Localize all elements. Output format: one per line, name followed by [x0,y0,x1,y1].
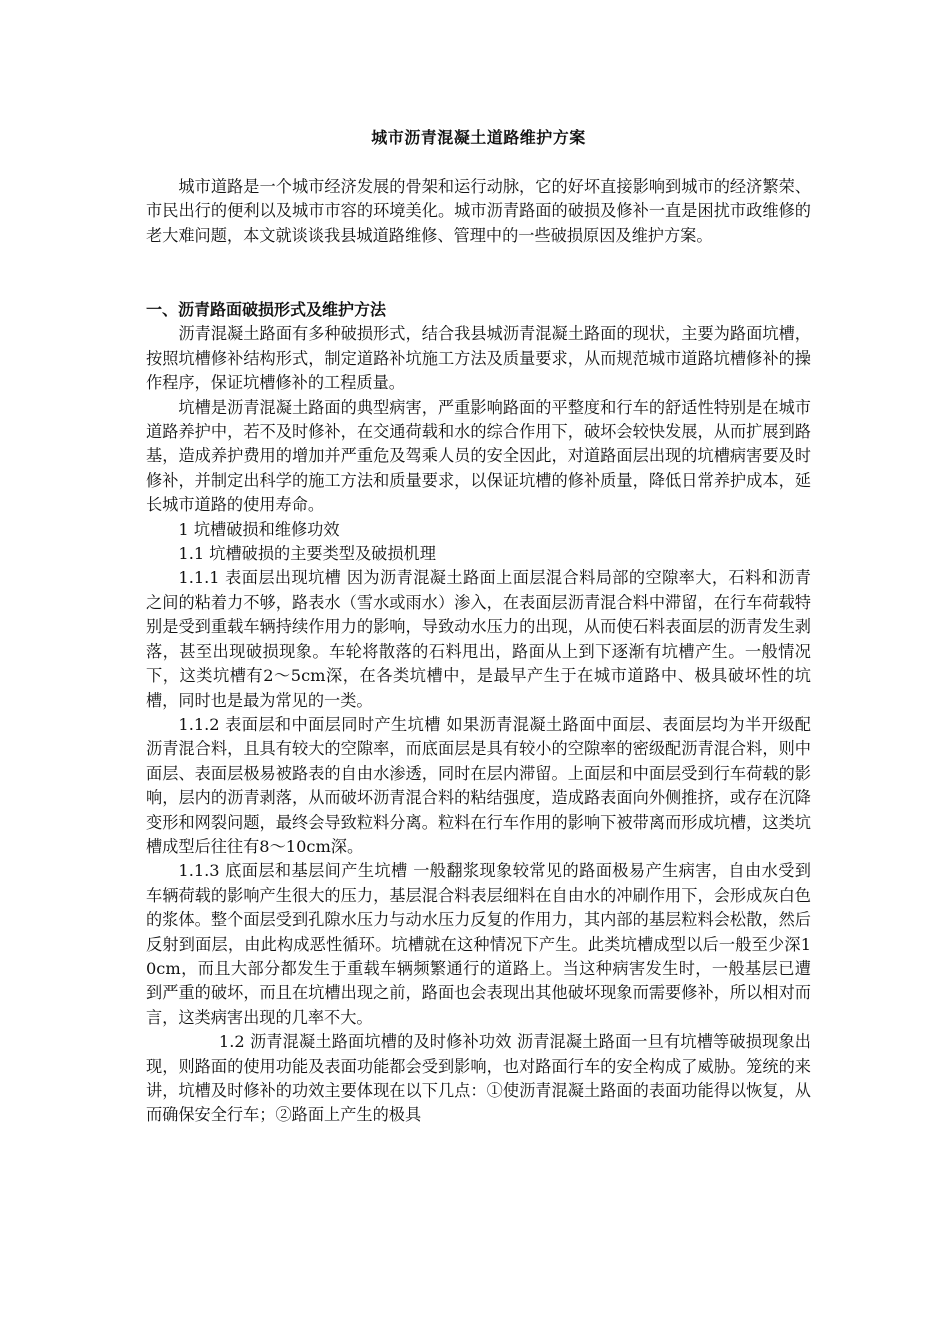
intro-block [146,175,811,248]
paragraph-1-1-3: 1.1.3 底面层和基层间产生坑槽 一般翻浆现象较常见的路面极易产生病害，自由水受到车辆荷载的影响产生很大的压力，基层混合料表层细料在自由水的冲刷作用下，会形成灰白色的浆体。整个面层受到孔隙水压力与动水压力反复的作用力，其内部的基层粒料会松散，然后反射到面层，由此构成恶性循环。坑槽就在这种情况下产生。此类坑槽成型以后一般至少深10cm，而且大部分都发生于重载车辆频繁通行的道路上。当这种病害发生时，一般基层已遭到严重的破坏，而且在坑槽出现之前，路面也会表现出其他破坏现象而需要修补，所以相对而言，这类病害出现的几率不大。 [146,861,811,1027]
paragraph-overview: 沥青混凝土路面有多种破损形式，结合我县城沥青混凝土路面的现状，主要为路面坑槽，按照坑槽修补结构形式，制定道路补坑施工方法及质量要求，从而规范城市道路坑槽修补的操作程序，保证坑槽修补的工程质量。 [146,324,811,393]
paragraph-pothole-definition: 坑槽是沥青混凝土路面的典型病害，严重影响路面的平整度和行车的舒适性特别是在城市道路养护中，若不及时修补，在交通荷载和水的综合作用下，破坏会较快发展，从而扩展到路基，造成养护费用的增加并严重危及驾乘人员的安全因此，对道路面层出现的坑槽病害要及时修补，并制定出科学的施工方法和质量要求，以保证坑槽的修补质量，降低日常养护成本，延长城市道路的使用寿命。 [146,397,811,515]
paragraph-1-1-1: 1.1.1 表面层出现坑槽 因为沥青混凝土路面上面层混合料局部的空隙率大，石料和沥青之间的粘着力不够，路表水（雪水或雨水）渗入，在表面层沥青混合料中滞留，在行车荷载特别是受到重载车辆持续作用力的影响，导致动水压力的出现，从而使石料表面层的沥青发生剥落，甚至出现破损现象。车轮将散落的石料甩出，路面从上到下逐渐有坑槽产生。一般情况下，这类坑槽有2～5cm深，在各类坑槽中，是最早产生于在城市道路中、极具破坏性的坑槽，同时也是最为常见的一类。 [146,568,811,710]
subheading-1-1: 1.1 坑槽破损的主要类型及破损机理 [178,544,436,564]
document-title: 城市沥青混凝土道路维护方案 [371,128,586,147]
intro-paragraph: 城市道路是一个城市经济发展的骨架和运行动脉，它的好坏直接影响到城市的经济繁荣、市民出行的便利以及城市市容的环境美化。城市沥青路面的破损及修补一直是困扰市政维修的老大难问题，本文就谈谈我县城道路维修、管理中的一些破损原因及维护方案。 [146,177,811,245]
subheading-1: 1 坑槽破损和维修功效 [178,519,340,539]
paragraph-1-2: 1.2 沥青混凝土路面坑槽的及时修补功效 沥青混凝土路面一旦有坑槽等破损现象出现，则路面的使用功能及表面功能都会受到影响，也对路面行车的安全构成了威胁。笼统的来讲，坑槽及时修补的功效主要体现在以下几点：①使沥青混凝土路面的表面功能得以恢复，从而确保安全行车；②路面上产生的极具 [146,1032,811,1125]
section-1-block [146,298,811,1128]
section-1-heading: 一、沥青路面破损形式及维护方法 [146,300,387,319]
paragraph-1-1-2: 1.1.2 表面层和中面层同时产生坑槽 如果沥青混凝土路面中面层、表面层均为半开级配沥青混合料，且具有较大的空隙率，而底面层是具有较小的空隙率的密级配沥青混合料，则中面层、表面层极易被路表的自由水渗透，同时在层内滞留。上面层和中面层受到行车荷载的影响，层内的沥青剥落，从而破坏沥青混合料的粘结强度，造成路表面向外侧推挤，或存在沉降变形和网裂问题，最终会导致粒料分离。粒料在行车作用的影响下被带离而形成坑槽，这类坑槽成型后往往有8～10cm深。 [146,714,811,856]
